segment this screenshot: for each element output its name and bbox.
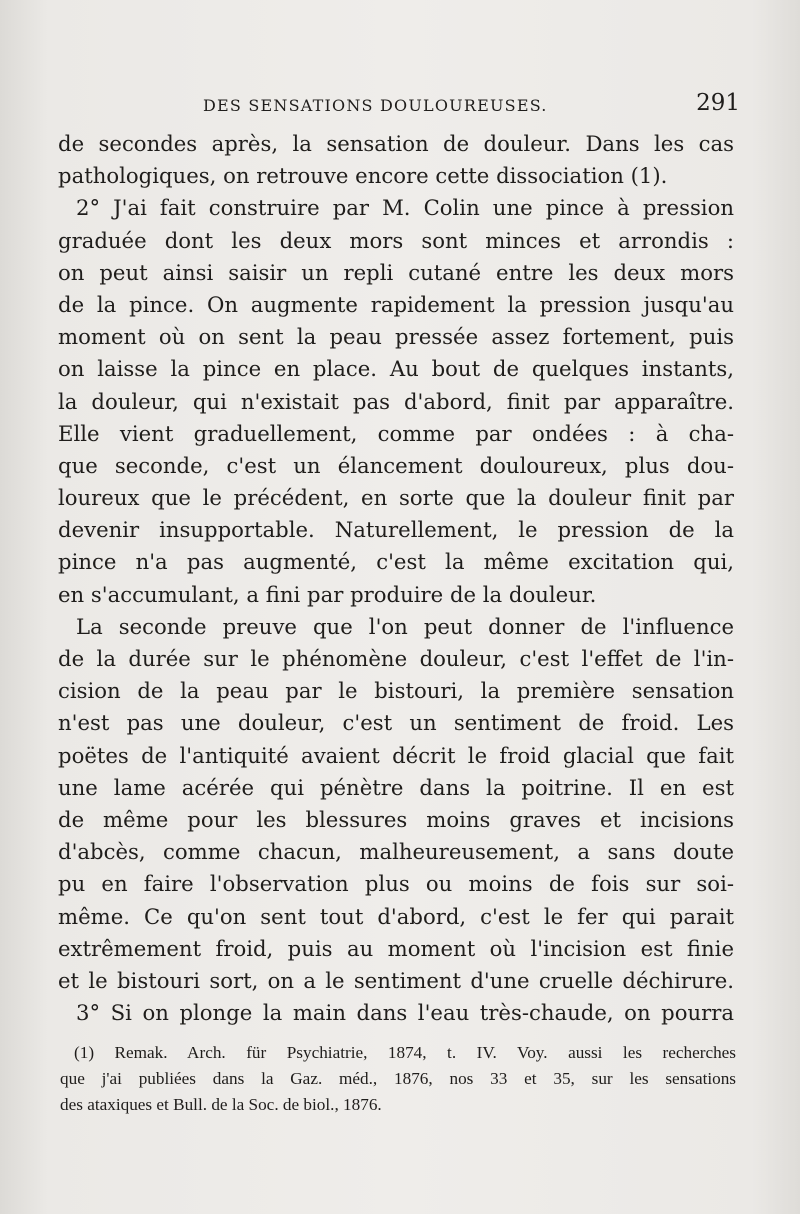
footnote-line: des ataxiques et Bull. de la Soc. de biol., 1876.	[60, 1095, 382, 1114]
text-line: loureux que le précédent, en sorte que la douleur finit par	[58, 485, 734, 511]
text-line: Elle vient graduellement, comme par ondées : à cha-	[58, 420, 734, 446]
text-line: pathologiques, on retrouve encore cette dissociation (1).	[58, 163, 668, 189]
text-line: même. Ce qu'on sent tout d'abord, c'est le fer qui parait	[58, 903, 734, 929]
footnote-line: (1) Remak. Arch. für Psychiatrie, 1874, t. IV. Voy. aussi les recherches	[74, 1043, 736, 1062]
text-line: 2° J'ai fait construire par M. Colin une pince à pression	[76, 195, 734, 221]
text-line: de même pour les blessures moins graves et incisions	[58, 806, 734, 832]
footnotes	[60, 1040, 736, 1118]
text-line: devenir insupportable. Naturellement, le pression de la	[58, 517, 734, 543]
running-title: DES SENSATIONS DOULOUREUSES.	[203, 96, 548, 115]
text-line: cision de la peau par le bistouri, la première sensation	[58, 678, 734, 704]
text-line: de la durée sur le phénomène douleur, c'est l'effet de l'in-	[58, 646, 734, 671]
text-line: pu en faire l'observation plus ou moins de fois sur soi-	[58, 871, 734, 897]
text-line: et le bistouri sort, on a le sentiment d'une cruelle déchirure.	[58, 967, 734, 993]
text-line: de la pince. On augmente rapidement la pression jusqu'au	[58, 291, 734, 317]
text-line: de secondes après, la sensation de douleur. Dans les cas	[58, 131, 734, 156]
body-text	[58, 128, 734, 1029]
page-number: 291	[696, 90, 740, 116]
footnote-line: que j'ai publiées dans la Gaz. méd., 1876, nos 33 et 35, sur les sensations	[60, 1069, 736, 1088]
text-line: en s'accumulant, a fini par produire de la douleur.	[58, 581, 597, 607]
text-line: poëtes de l'antiquité avaient décrit le froid glacial que fait	[58, 742, 734, 768]
text-line: graduée dont les deux mors sont minces et arrondis :	[58, 227, 734, 253]
text-line: moment où on sent la peau pressée assez fortement, puis	[58, 324, 734, 350]
text-line: la douleur, qui n'existait pas d'abord, finit par apparaître.	[58, 388, 734, 414]
text-line: une lame acérée qui pénètre dans la poitrine. Il en est	[58, 774, 734, 800]
running-head	[60, 90, 740, 124]
text-line: d'abcès, comme chacun, malheureusement, a sans doute	[58, 839, 734, 865]
text-line: on peut ainsi saisir un repli cutané entre les deux mors	[58, 259, 734, 285]
text-line: n'est pas une douleur, c'est un sentiment de froid. Les	[58, 710, 734, 736]
text-line: La seconde preuve que l'on peut donner de l'influence	[76, 613, 734, 639]
text-line: on laisse la pince en place. Au bout de quelques instants,	[58, 356, 734, 382]
text-line: pince n'a pas augmenté, c'est la même excitation qui,	[58, 549, 734, 575]
text-line: 3° Si on plonge la main dans l'eau très-chaude, on pourra	[76, 1000, 734, 1026]
text-line: extrêmement froid, puis au moment où l'incision est finie	[58, 935, 734, 961]
text-line: que seconde, c'est un élancement douloureux, plus dou-	[58, 452, 734, 478]
